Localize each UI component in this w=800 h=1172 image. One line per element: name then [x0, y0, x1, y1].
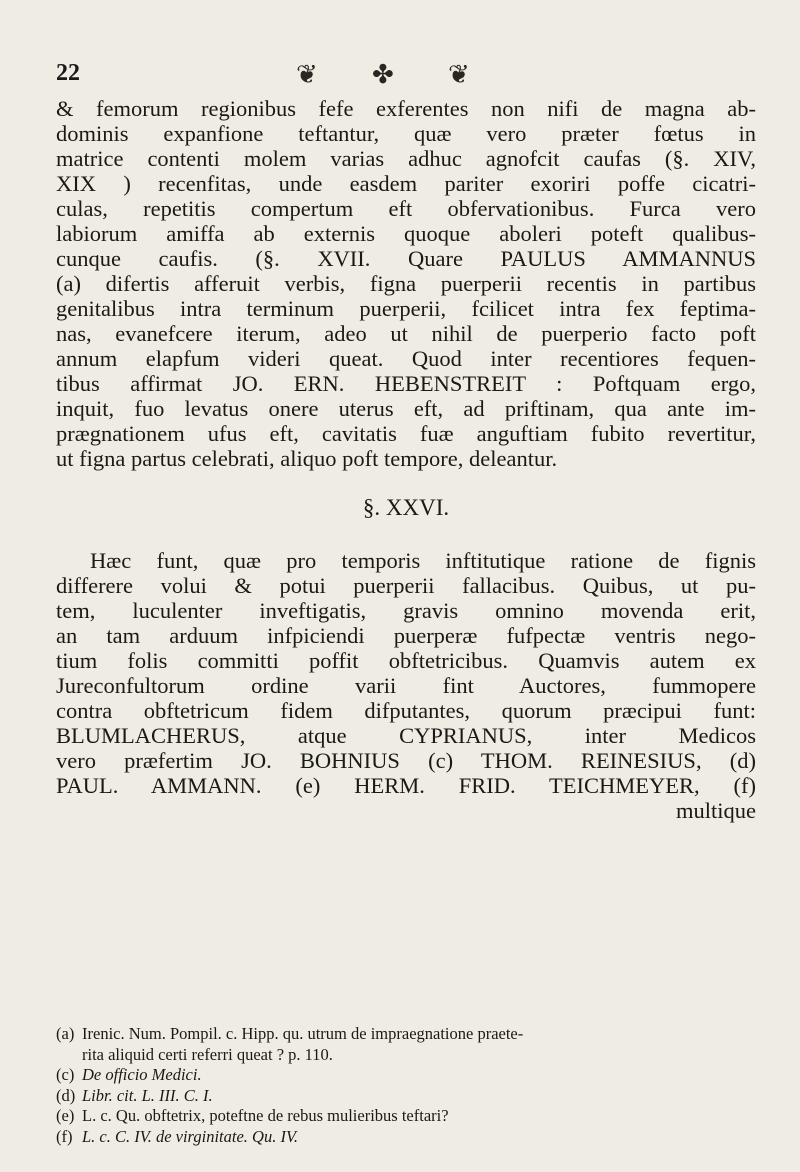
footnote-mark: (f): [56, 1126, 73, 1146]
footnote-mark: (d): [56, 1085, 76, 1105]
footnote-text: Libr. cit. L. III. C. I.: [82, 1085, 213, 1105]
footnote-mark: (c): [56, 1065, 75, 1084]
footnote: [56, 1127, 756, 1148]
text-line: & femorum regionibus fefe exferentes non nifi de magna ab-: [56, 96, 756, 121]
ornament-icon: ❦: [448, 60, 470, 89]
text-line: labiorum amiffa ab externis quoque aboleri poteft qualibus-: [56, 221, 756, 246]
text-line: matrice contenti molem varias adhuc agnofcit caufas (§. XIV,: [56, 146, 756, 171]
text-line: inquit, fuo levatus onere uterus eft, ad priftinam, qua ante im-: [56, 396, 756, 421]
footnote-text: L. c. Qu. obftetrix, poteftne de rebus mulieribus teftari?: [82, 1106, 449, 1125]
text-line: an tam arduum infpiciendi puerperæ fufpectæ ventris nego-: [56, 623, 756, 648]
text-line: tium folis committi poffit obftetricibus. Quamvis autem ex: [56, 648, 756, 673]
text-line: annum elapfum videri queat. Quod inter recentiores fequen-: [56, 346, 756, 371]
text-line: dominis expanfione teftantur, quæ vero præter fœtus in: [56, 121, 756, 146]
footnote-mark: (a): [56, 1024, 75, 1043]
text-line: vero præfertim JO. BOHNIUS (c) THOM. REINESIUS, (d): [56, 748, 756, 773]
footnote-mark: (e): [56, 1106, 75, 1125]
text-line: XIX ) recenfitas, unde easdem pariter exoriri poffe cicatri-: [56, 171, 756, 196]
text-line: ut figna partus celebrati, aliquo poft tempore, deleantur.: [56, 446, 558, 471]
text-line: genitalibus intra terminum puerperii, fcilicet intra fex feptima-: [56, 296, 756, 321]
text-line: differere volui & potui puerperii fallacibus. Quibus, ut pu-: [56, 573, 756, 598]
text-line: BLUMLACHERUS, atque CYPRIANUS, inter Medicos: [56, 723, 756, 748]
text-line: PAUL. AMMANN. (e) HERM. FRID. TEICHMEYER, (f): [56, 773, 756, 798]
footnotes: [56, 1024, 756, 1147]
text-line: contra obftetricum fidem difputantes, quorum præcipui funt:: [56, 698, 756, 723]
page-number: 22: [56, 60, 80, 86]
footnote: [56, 1086, 756, 1107]
text-line: (a) difertis afferuit verbis, figna puerperii recentis in partibus: [56, 271, 756, 296]
footnote: [56, 1045, 756, 1066]
text-line: cunque caufis. (§. XVII. Quare PAULUS AMMANNUS: [56, 246, 756, 271]
footnote-text: De officio Medici.: [82, 1065, 202, 1084]
text-line: culas, repetitis compertum eft obfervationibus. Furca vero: [56, 196, 756, 221]
text-line: Jureconfultorum ordine varii fint Auctores, fummopere: [56, 673, 756, 698]
catchword: multique: [676, 798, 756, 823]
text-line: nas, evanefcere iterum, adeo ut nihil de puerperio facto poft: [56, 321, 756, 346]
text-line: tem, luculenter inveftigatis, gravis omnino movenda erit,: [56, 598, 756, 623]
footnote-text: Irenic. Num. Pompil. c. Hipp. qu. utrum de impraegnatione praete-: [82, 1024, 524, 1043]
footnote: [56, 1106, 756, 1127]
text-line: tibus affirmat JO. ERN. HEBENSTREIT : Poftquam ergo,: [56, 371, 756, 396]
footnote-text: L. c. C. IV. de virginitate. Qu. IV.: [82, 1126, 299, 1146]
ornament-icon: ❦: [296, 60, 318, 89]
footnote: [56, 1024, 756, 1045]
text-line: Hæc funt, quæ pro temporis inftitutique ratione de fignis: [90, 548, 756, 573]
footnote: [56, 1065, 756, 1086]
footnote-text: rita aliquid certi referri queat ? p. 110.: [82, 1044, 333, 1064]
section-heading: §. XXVI.: [362, 495, 450, 520]
page-header: [56, 60, 756, 96]
text-line: prægnationem ufus eft, cavitatis fuæ anguftiam fubito revertitur,: [56, 421, 756, 446]
main-text: [56, 96, 756, 823]
ornament-icon: ✤: [372, 60, 394, 89]
